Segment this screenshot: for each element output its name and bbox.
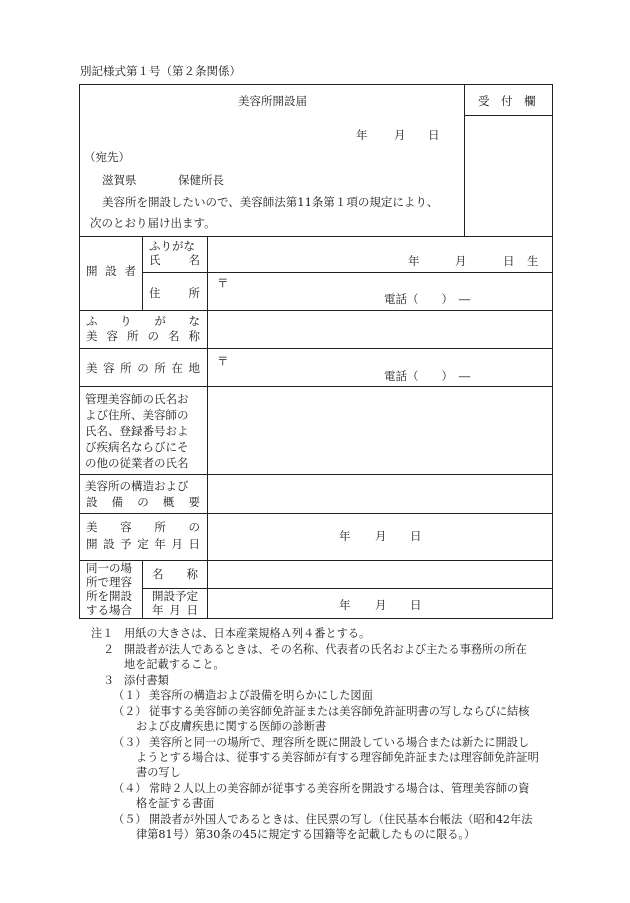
attachment-4-line-2: 格を証する書面 xyxy=(136,797,215,810)
same-place-date-day: 日 xyxy=(410,598,422,612)
attachment-5-line-2: 律第81号）第30条の45に規定する国籍等を記載したものに限る。） xyxy=(136,828,476,841)
attachment-2-line-1: 従事する美容師の美容師免許証または美容師免許証明書の写しならびに結核 xyxy=(149,705,530,718)
statement-line-2: 次のとおり届け出ます。 xyxy=(90,216,216,230)
attachment-1-number: （１） xyxy=(113,689,147,702)
planned-date-month: 月 xyxy=(375,529,387,543)
manager-label-1: 管理美容師の氏名お xyxy=(85,392,189,406)
attachment-5-line-1: 開設者が外国人であるときは、住民票の写し（住民基本台帳法（昭和42年法 xyxy=(149,813,533,826)
birth-year: 年 xyxy=(408,254,420,268)
same-place-label-2: 所で理容 xyxy=(86,575,132,589)
same-place-sublabel-divider xyxy=(142,560,143,619)
founder-sublabel-divider xyxy=(142,236,143,311)
same-place-label-3: 所を開設 xyxy=(86,589,132,603)
statement-line-1: 美容所を開設したいので、美容師法第11条第１項の規定により、 xyxy=(102,195,439,209)
rule-planned-date xyxy=(79,560,553,561)
table-border-bottom xyxy=(79,618,553,619)
structure-label-2: 設 備 の 概 要 xyxy=(86,495,200,509)
manager-label-2: よび住所、美容師の xyxy=(85,408,189,422)
health-office: 保健所長 xyxy=(178,173,224,187)
note-3-text: 添付書類 xyxy=(124,674,169,687)
submission-date-year: 年 xyxy=(356,128,368,142)
founder-name-label: 氏 名 xyxy=(149,253,200,267)
table-border-right xyxy=(552,84,553,619)
same-place-date-month: 月 xyxy=(375,598,387,612)
structure-label-1: 美容所の構造および xyxy=(85,479,189,493)
attachment-1-line-1: 美容所の構造および設備を明らかにした図面 xyxy=(149,689,373,702)
founder-furigana: ふりがな xyxy=(149,239,195,253)
rule-salon-location xyxy=(79,386,553,387)
attachment-3-line-1: 美容所と同一の場所で、理容所を既に開設している場合または新たに開設し xyxy=(149,736,530,749)
birth-suffix: 生 xyxy=(527,254,539,268)
same-place-planned-label-1: 開設予定 xyxy=(152,589,198,603)
submission-date-day: 日 xyxy=(428,128,440,142)
manager-label-3: 氏名、登録番号およ xyxy=(85,424,189,438)
note-3-number: ３ xyxy=(103,674,115,687)
submission-date-month: 月 xyxy=(394,128,406,142)
form-number: 別記様式第１号（第２条関係） xyxy=(80,64,241,78)
reception-divider xyxy=(464,84,465,236)
reception-label: 受 付 欄 xyxy=(478,94,536,108)
planned-date-label-1: 美 容 所 の xyxy=(86,520,200,534)
table-border-left xyxy=(79,84,80,619)
prefecture: 滋賀県 xyxy=(102,173,137,187)
attachment-2-number: （２） xyxy=(113,705,147,718)
label-column-divider xyxy=(207,236,208,619)
rule-founder xyxy=(79,310,553,311)
salon-location-label: 美 容 所 の 所 在 地 xyxy=(86,361,200,375)
planned-date-year: 年 xyxy=(339,529,351,543)
reception-title-line xyxy=(464,115,552,116)
attachment-4-number: （４） xyxy=(113,782,147,795)
same-place-name-label: 名 称 xyxy=(152,567,198,581)
rule-top-section xyxy=(79,236,553,237)
salon-name-label: 美 容 所 の 名 称 xyxy=(86,329,200,343)
manager-label-5: の他の従業者の氏名 xyxy=(85,456,189,470)
same-place-label-4: する場合 xyxy=(86,603,132,617)
birth-day: 日 xyxy=(503,254,515,268)
salon-phone: 電話（ ） ― xyxy=(384,369,471,383)
attachment-3-line-3: 書の写し xyxy=(136,766,181,779)
same-place-date-year: 年 xyxy=(339,598,351,612)
rule-founder-name xyxy=(142,272,553,273)
rule-salon-name xyxy=(79,348,553,349)
note-2-text-1: 開設者が法人であるときは、その名称、代表者の氏名および主たる事務所の所在 xyxy=(124,643,527,656)
founder-label: 開 設 者 xyxy=(86,264,136,278)
salon-furigana-label: ふ り が な xyxy=(86,314,200,328)
attachment-4-line-1: 常時２人以上の美容師が従事する美容所を開設する場合は、管理美容師の資 xyxy=(149,782,530,795)
attachment-5-number: （５） xyxy=(113,813,147,826)
attachment-2-line-2: および皮膚疾患に関する医師の診断書 xyxy=(136,720,327,733)
same-place-label-1: 同一の場 xyxy=(86,561,132,575)
note-1-number: 注１ xyxy=(91,627,114,640)
note-2-text-2: 地を記載すること。 xyxy=(124,658,225,671)
form-title: 美容所開設届 xyxy=(238,94,307,108)
birth-month: 月 xyxy=(455,254,467,268)
planned-date-day: 日 xyxy=(410,529,422,543)
rule-same-place-name xyxy=(142,588,553,589)
table-border-top xyxy=(79,84,553,85)
rule-structure xyxy=(79,513,553,514)
addressee-label: （宛先） xyxy=(84,150,130,164)
founder-address-label: 住 所 xyxy=(149,286,200,300)
note-1-text: 用紙の大きさは、日本産業規格Ａ列４番とする。 xyxy=(124,627,371,640)
founder-postal-mark: 〒 xyxy=(217,276,229,290)
rule-manager xyxy=(79,474,553,475)
note-2-number: ２ xyxy=(103,643,115,656)
attachment-3-line-2: ようとする場合は、従事する美容師が有する理容師免許証または理容師免許証明 xyxy=(136,751,539,764)
planned-date-label-2: 開 設 予 定 年 月 日 xyxy=(86,537,200,551)
manager-label-4: び疾病名ならびにそ xyxy=(85,440,189,454)
attachment-3-number: （３） xyxy=(113,736,147,749)
same-place-planned-label-2: 年 月 日 xyxy=(152,603,198,617)
salon-postal-mark: 〒 xyxy=(217,354,229,368)
founder-phone: 電話（ ） ― xyxy=(384,292,471,306)
